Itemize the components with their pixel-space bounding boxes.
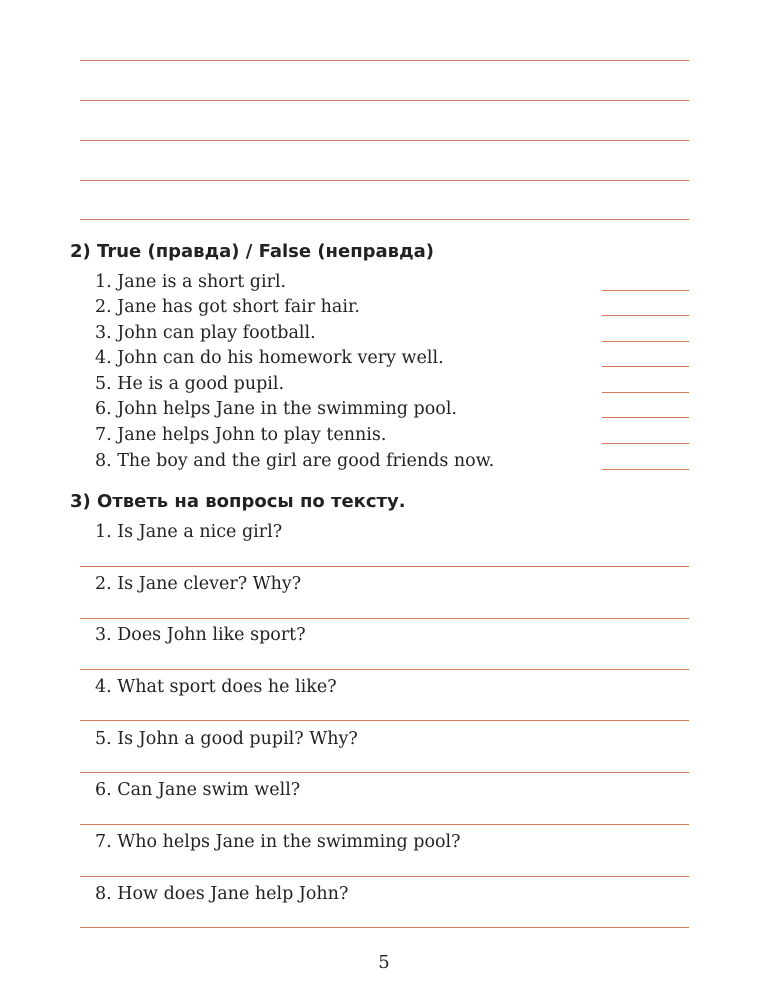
tf-answer-blank[interactable] <box>602 290 689 291</box>
page-number: 5 <box>378 952 390 973</box>
tf-statement: 8. The boy and the girl are good friends now. <box>95 451 495 471</box>
tf-answer-blank[interactable] <box>602 341 689 342</box>
answer-line-top-1[interactable] <box>80 60 689 61</box>
tf-row-4 <box>95 346 689 370</box>
tf-statement: 3. John can play football. <box>95 323 316 343</box>
answer-line-7[interactable] <box>80 876 689 877</box>
answer-line-2[interactable] <box>80 618 689 619</box>
tf-answer-blank[interactable] <box>602 443 689 444</box>
answer-line-6[interactable] <box>80 824 689 825</box>
answer-line-top-5[interactable] <box>80 219 689 220</box>
tf-row-7 <box>95 423 689 447</box>
tf-statement: 4. John can do his homework very well. <box>95 348 444 368</box>
tf-statement: 2. Jane has got short fair hair. <box>95 297 360 317</box>
answer-line-top-2[interactable] <box>80 100 689 101</box>
question-6: 6. Can Jane swim well? <box>95 780 301 800</box>
answer-line-8[interactable] <box>80 927 689 928</box>
answer-line-1[interactable] <box>80 566 689 567</box>
tf-statement: 1. Jane is a short girl. <box>95 272 287 292</box>
questions-heading: 3) Ответь на вопросы по тексту. <box>70 491 406 512</box>
tf-statement: 7. Jane helps John to play tennis. <box>95 425 387 445</box>
tf-statement: 6. John helps Jane in the swimming pool. <box>95 399 457 419</box>
question-4: 4. What sport does he like? <box>95 677 337 697</box>
answer-line-5[interactable] <box>80 772 689 773</box>
answer-line-top-3[interactable] <box>80 140 689 141</box>
tf-answer-blank[interactable] <box>602 417 689 418</box>
answer-line-top-4[interactable] <box>80 180 689 181</box>
answer-line-3[interactable] <box>80 669 689 670</box>
tf-row-3 <box>95 321 689 345</box>
true-false-heading: 2) True (правда) / False (неправда) <box>70 241 434 262</box>
tf-answer-blank[interactable] <box>602 392 689 393</box>
tf-row-5 <box>95 372 689 396</box>
question-1: 1. Is Jane a nice girl? <box>95 522 283 542</box>
answer-line-4[interactable] <box>80 720 689 721</box>
tf-row-2 <box>95 295 689 319</box>
question-2: 2. Is Jane clever? Why? <box>95 574 302 594</box>
question-8: 8. How does Jane help John? <box>95 884 349 904</box>
tf-statement: 5. He is a good pupil. <box>95 374 285 394</box>
tf-answer-blank[interactable] <box>602 366 689 367</box>
question-7: 7. Who helps Jane in the swimming pool? <box>95 832 461 852</box>
question-5: 5. Is John a good pupil? Why? <box>95 729 358 749</box>
tf-row-8 <box>95 449 689 473</box>
tf-row-6 <box>95 397 689 421</box>
tf-row-1 <box>95 270 689 294</box>
tf-answer-blank[interactable] <box>602 315 689 316</box>
question-3: 3. Does John like sport? <box>95 625 306 645</box>
tf-answer-blank[interactable] <box>602 469 689 470</box>
